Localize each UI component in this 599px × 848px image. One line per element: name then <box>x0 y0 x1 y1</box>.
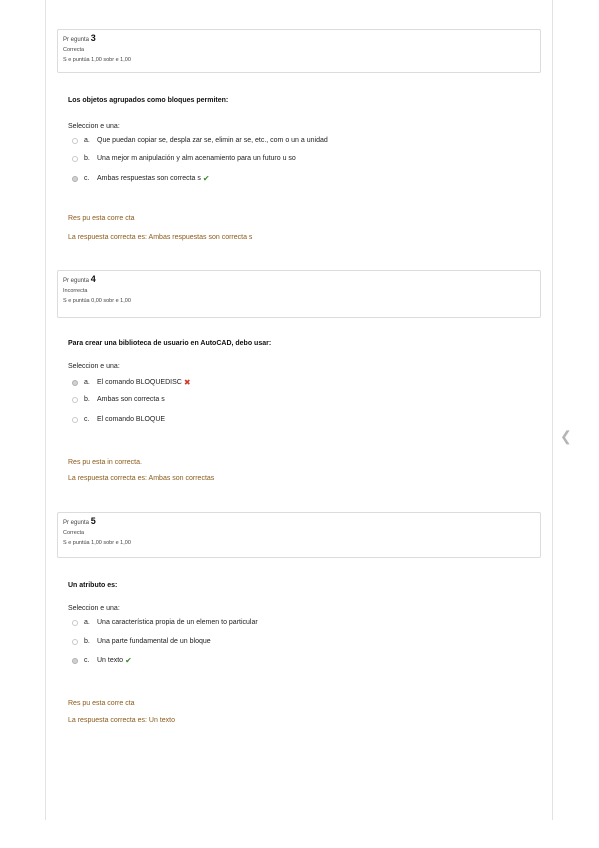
answer-option[interactable]: b. Una parte fundamental de un bloque <box>72 638 211 645</box>
cross-icon: ✖ <box>183 378 191 387</box>
answer-text: El comando BLOQUE <box>97 416 166 423</box>
radio-button[interactable] <box>72 639 78 645</box>
answer-option[interactable]: a. Una característica propia de un elemen to particular <box>72 619 258 626</box>
answer-text: Una característica propia de un elemen to particular <box>97 619 258 626</box>
answer-text: Ambas son correcta s <box>97 396 165 403</box>
question-text: Los objetos agrupados como bloques permiten: <box>68 97 229 104</box>
answer-option[interactable]: c. Ambas respuestas son correcta s ✔ <box>72 174 210 183</box>
radio-button[interactable] <box>72 417 78 423</box>
radio-button[interactable] <box>72 156 78 162</box>
correct-answer-text: La respuesta correcta es: Un texto <box>68 717 175 724</box>
answer-text: El comando BLOQUEDISC <box>97 379 182 386</box>
radio-button[interactable] <box>72 658 78 664</box>
radio-button[interactable] <box>72 176 78 182</box>
radio-button[interactable] <box>72 138 78 144</box>
question-number: 3 <box>90 33 96 43</box>
radio-button[interactable] <box>72 620 78 626</box>
answer-text: Que puedan copiar se, despla zar se, elimin ar se, etc., com o un a unidad <box>97 137 328 144</box>
question-score: S e puntúa 0,00 sobr e 1,00 <box>63 298 131 304</box>
answer-text: Un texto <box>97 657 124 664</box>
question-status: Correcta <box>63 530 85 536</box>
page-frame-right <box>552 0 553 820</box>
question-label: Pr egunta <box>63 37 90 43</box>
question-info-3 <box>57 29 541 73</box>
correct-answer-text: La respuesta correcta es: Ambas respuestas son correcta s <box>68 234 253 241</box>
feedback-text: Res pu esta corre cta <box>68 700 135 707</box>
select-prompt: Seleccion e una: <box>68 363 120 370</box>
question-status: Incorrecta <box>63 288 88 294</box>
question-score: S e puntúa 1,00 sobr e 1,00 <box>63 540 131 546</box>
question-number: 5 <box>90 516 96 526</box>
answer-option[interactable]: b. Una mejor m anipulación y alm acenamiento para un futuro u so <box>72 155 296 162</box>
question-label: Pr egunta <box>63 520 90 526</box>
feedback-text: Res pu esta in correcta. <box>68 459 142 466</box>
question-info-4 <box>57 270 541 318</box>
answer-option[interactable]: c. El comando BLOQUE <box>72 416 165 423</box>
check-icon: ✔ <box>202 174 210 183</box>
answer-text: Una mejor m anipulación y alm acenamiento para un futuro u so <box>97 155 296 162</box>
select-prompt: Seleccion e una: <box>68 605 120 612</box>
answer-text: Ambas respuestas son correcta s <box>97 175 201 182</box>
question-status: Correcta <box>63 47 85 53</box>
page-frame-left <box>45 0 46 820</box>
answer-text: Una parte fundamental de un bloque <box>97 638 211 645</box>
answer-option[interactable]: a. El comando BLOQUEDISC ✖ <box>72 378 191 387</box>
select-prompt: Seleccion e una: <box>68 123 120 130</box>
question-number: 4 <box>90 274 96 284</box>
answer-option[interactable]: c. Un texto ✔ <box>72 656 132 665</box>
correct-answer-text: La respuesta correcta es: Ambas son correctas <box>68 475 215 482</box>
feedback-text: Res pu esta corre cta <box>68 215 135 222</box>
question-info-5 <box>57 512 541 558</box>
question-score: S e puntúa 1,00 sobr e 1,00 <box>63 57 131 63</box>
question-text: Para crear una biblioteca de usuario en AutoCAD, debo usar: <box>68 340 272 347</box>
check-icon: ✔ <box>125 656 132 665</box>
question-text: Un atributo es: <box>68 582 118 589</box>
radio-button[interactable] <box>72 397 78 403</box>
chevron-left-icon[interactable]: ❮ <box>560 428 572 444</box>
radio-button[interactable] <box>72 380 78 386</box>
answer-option[interactable]: b. Ambas son correcta s <box>72 396 165 403</box>
answer-option[interactable]: a. Que puedan copiar se, despla zar se, elimin ar se, etc., com o un a unidad <box>72 137 328 144</box>
question-label: Pr egunta <box>63 278 90 284</box>
